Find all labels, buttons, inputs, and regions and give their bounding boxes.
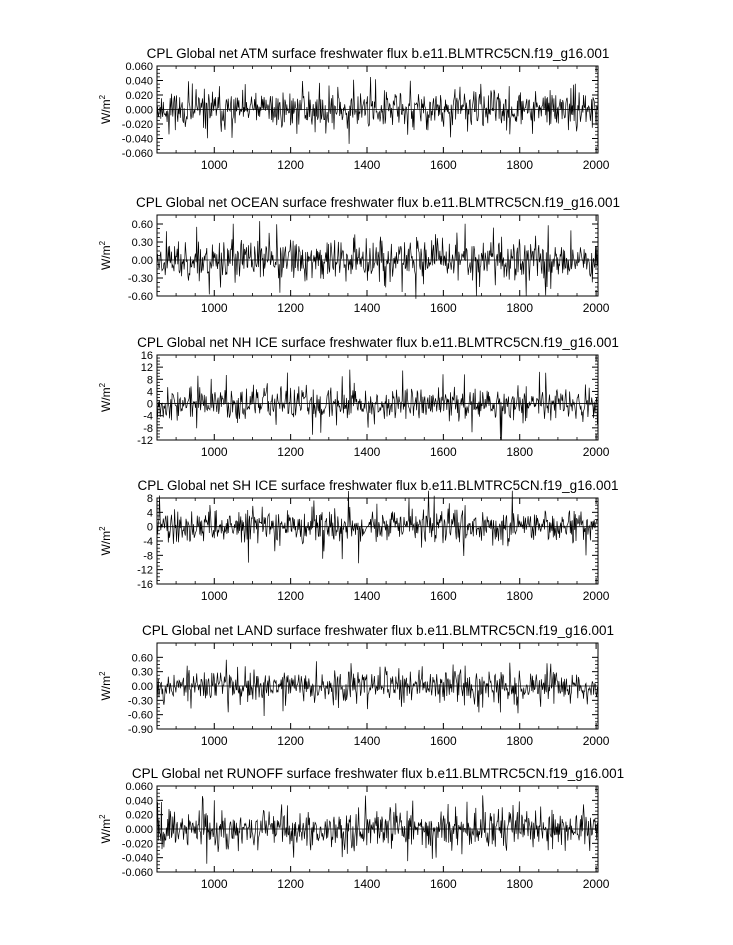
y-tick-label: -0.040 — [121, 133, 153, 146]
y-tick-label: 8 — [146, 493, 153, 505]
x-tick-label: 2000 — [582, 158, 610, 172]
chart-panel — [98, 335, 619, 459]
x-tick-label: 1000 — [200, 877, 228, 891]
y-tick-label: -16 — [137, 579, 153, 591]
x-tick-label: 1600 — [430, 877, 457, 891]
y-axis-label-base: W/m — [99, 530, 113, 556]
chart-panel — [98, 623, 614, 748]
y-tick-label: -0.60 — [127, 709, 153, 722]
y-axis-label-superscript: 2 — [98, 240, 107, 246]
y-tick-label: 0.020 — [125, 809, 153, 822]
y-tick-label: -0.040 — [121, 852, 153, 865]
chart-panel — [98, 478, 618, 603]
x-tick-label: 1000 — [200, 158, 228, 172]
x-tick-label: 2000 — [582, 301, 610, 315]
y-tick-label: 0.000 — [125, 824, 153, 836]
x-tick-label: 1200 — [277, 734, 304, 748]
y-tick-label: -8 — [143, 422, 153, 435]
chart-panel — [98, 46, 610, 172]
x-tick-label: 1400 — [353, 158, 381, 172]
y-axis-label-base: W/m — [99, 99, 113, 125]
y-tick-label: 0.30 — [131, 666, 153, 679]
chart-title: CPL Global net SH ICE surface freshwater flux b.e11.BLMTRC5CN.f19_g16.001 — [137, 478, 619, 493]
chart-title: CPL Global net RUNOFF surface freshwater flux b.e11.BLMTRC5CN.f19_g16.001 — [131, 766, 625, 781]
x-tick-label: 1400 — [353, 445, 381, 459]
x-tick-label: 2000 — [582, 877, 610, 891]
x-tick-label: 1200 — [277, 301, 304, 315]
series-line — [157, 660, 598, 716]
y-tick-label: 0.00 — [131, 255, 153, 267]
y-tick-label: -12 — [137, 435, 153, 447]
y-axis-label — [98, 671, 113, 701]
x-tick-label: 2000 — [582, 445, 610, 459]
x-tick-label: 1600 — [430, 445, 457, 459]
y-tick-label: 0.020 — [125, 90, 153, 102]
x-tick-label: 1800 — [506, 158, 534, 172]
y-tick-label: 0.60 — [131, 652, 153, 665]
x-tick-label: 1000 — [200, 445, 228, 459]
y-tick-label: 0 — [146, 398, 153, 411]
y-tick-label: 0.040 — [125, 795, 153, 808]
y-tick-label: 0.00 — [131, 681, 153, 693]
chart-title: CPL Global net OCEAN surface freshwater flux b.e11.BLMTRC5CN.f19_g16.001 — [136, 195, 620, 210]
y-axis-label — [98, 526, 113, 556]
plot-frame — [157, 498, 598, 584]
y-axis-label — [98, 94, 113, 124]
chart-title: CPL Global net NH ICE surface freshwater flux b.e11.BLMTRC5CN.f19_g16.001 — [137, 335, 619, 350]
y-tick-label: 0 — [146, 521, 153, 534]
y-tick-label: -0.060 — [121, 148, 153, 160]
y-tick-label: -8 — [143, 550, 153, 563]
y-tick-label: -0.30 — [127, 273, 153, 285]
y-axis-label-superscript: 2 — [98, 382, 107, 388]
chart-title: CPL Global net ATM surface freshwater flux b.e11.BLMTRC5CN.f19_g16.001 — [146, 46, 610, 61]
x-tick-label: 1200 — [277, 158, 304, 172]
x-tick-label: 1400 — [353, 589, 381, 603]
x-tick-label: 2000 — [582, 589, 610, 603]
y-tick-label: -0.60 — [127, 291, 153, 303]
x-tick-label: 2000 — [582, 734, 610, 748]
x-tick-label: 1000 — [200, 301, 228, 315]
y-tick-label: -12 — [137, 564, 153, 577]
x-tick-label: 1400 — [353, 301, 381, 315]
y-axis-label-base: W/m — [99, 245, 113, 271]
y-axis-label-base: W/m — [99, 387, 113, 413]
y-tick-label: -0.30 — [127, 695, 153, 708]
y-tick-label: -0.90 — [127, 724, 153, 736]
chart-panel — [98, 195, 620, 315]
y-axis-label — [98, 814, 113, 844]
x-tick-label: 1800 — [506, 445, 534, 459]
y-tick-label: 4 — [146, 507, 153, 520]
y-tick-label: -0.020 — [121, 119, 153, 131]
y-tick-label: -4 — [143, 410, 153, 423]
x-tick-label: 1800 — [506, 734, 534, 748]
y-axis-label-superscript: 2 — [98, 814, 107, 819]
series-line — [157, 370, 598, 440]
y-axis-label-base: W/m — [99, 818, 113, 844]
x-tick-label: 1200 — [277, 445, 304, 459]
series-line — [157, 795, 598, 863]
y-axis-label-base: W/m — [99, 675, 113, 701]
y-tick-label: 12 — [140, 362, 153, 375]
y-tick-label: 16 — [140, 350, 153, 362]
chart-panel — [98, 766, 624, 891]
y-tick-label: 0.60 — [131, 219, 153, 231]
x-tick-label: 1600 — [430, 589, 457, 603]
x-tick-label: 1200 — [277, 589, 304, 603]
y-axis-label-superscript: 2 — [98, 671, 107, 676]
x-tick-label: 1200 — [277, 877, 304, 891]
y-axis-label-superscript: 2 — [98, 526, 107, 531]
x-tick-label: 1800 — [506, 877, 534, 891]
series-line — [157, 77, 598, 144]
y-tick-label: -4 — [143, 536, 153, 548]
y-tick-label: 0.30 — [131, 237, 153, 249]
y-tick-label: 0.060 — [125, 781, 153, 793]
x-tick-label: 1000 — [200, 734, 228, 748]
chart-title: CPL Global net LAND surface freshwater flux b.e11.BLMTRC5CN.f19_g16.001 — [142, 623, 614, 638]
x-tick-label: 1800 — [506, 301, 534, 315]
y-axis-label — [98, 382, 113, 412]
y-tick-label: 0.000 — [125, 104, 153, 117]
y-tick-label: 4 — [146, 386, 153, 399]
x-tick-label: 1600 — [430, 301, 457, 315]
x-tick-label: 1800 — [506, 589, 534, 603]
y-axis-label — [98, 240, 113, 270]
x-tick-label: 1000 — [200, 589, 228, 603]
x-tick-label: 1400 — [353, 734, 381, 748]
x-tick-label: 1400 — [353, 877, 381, 891]
y-tick-label: 8 — [146, 374, 153, 387]
y-tick-label: -0.020 — [121, 838, 153, 851]
x-tick-label: 1600 — [430, 158, 457, 172]
y-tick-label: 0.060 — [125, 61, 153, 73]
y-axis-label-superscript: 2 — [98, 94, 107, 100]
x-tick-label: 1600 — [430, 734, 457, 748]
y-tick-label: 0.040 — [125, 75, 153, 88]
y-tick-label: -0.060 — [121, 867, 153, 879]
